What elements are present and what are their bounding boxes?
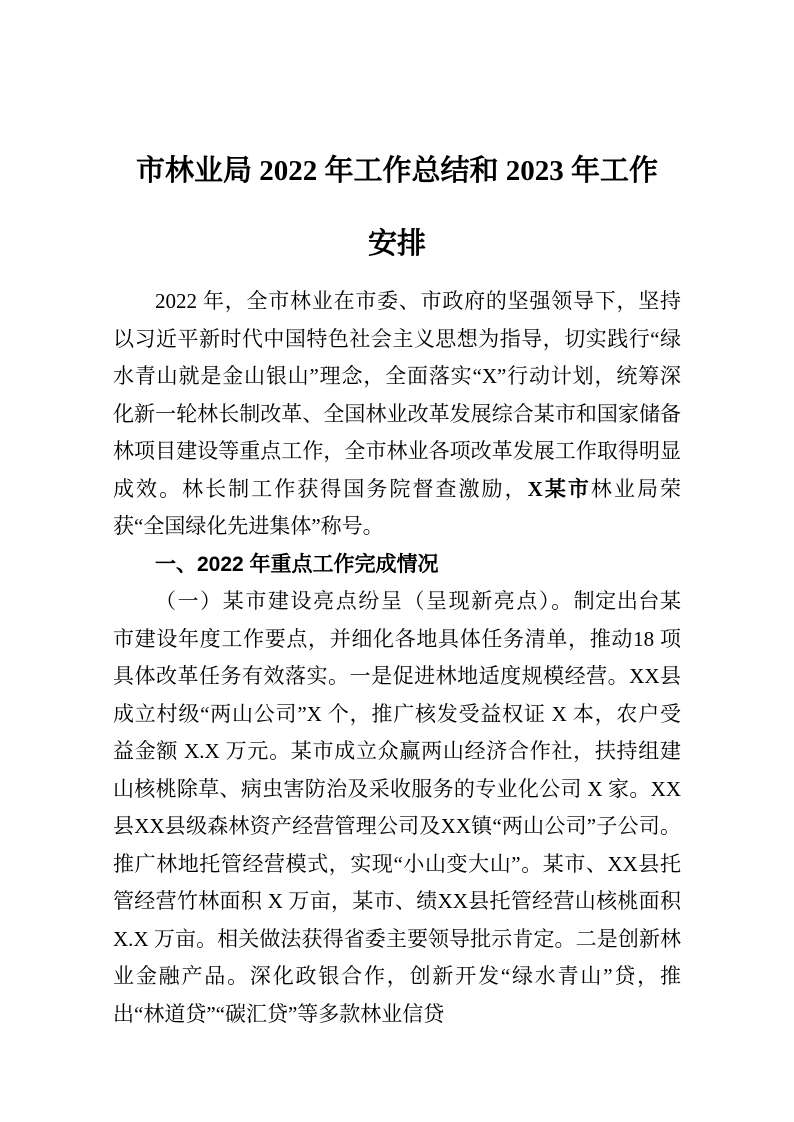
intro-paragraph-text: 2022 年，全市林业在市委、市政府的坚强领导下，坚持以习近平新时代中国特色社会主义思想为指导，切实践行“绿水青山就是金山银山”理念，全面落实“X”行动计划，统筹深化新一轮林长制改革、全国林业改革发展综合某市和国家储备林项目建设等重点工作，全市林业各项改革发展工作取得明显成效。林长制工作获得国务院督查激励， — [113, 289, 681, 501]
section-1-subheading-text: （一）某市建设亮点纷呈（呈现新亮点）。 — [155, 589, 574, 613]
section-1-body-text: 制定出台某市建设年度工作要点，并细化各地具体任务清单，推动18 项具体改革任务有效落实。一是促进林地适度规模经营。XX县成立村级“两山公司”X 个，推广核发受益权证 X 本，农户受益金额 X.X 万元。某市成立众赢两山经济合作社，扶持组建山核桃除草、病虫害防治及采收服务的专业化公司 X 家。XX县XX县级森林资产经营管理公司及XX镇“两山公司”子公司。推广林地托管经营模式，实现“小山变大山”。某市、XX县托管经营竹林面积 X 万亩，某市、绩XX县托管经营山核桃面积 X.X 万亩。相关做法获得省委主要领导批示肯定。二是创新林业金融产品。深化政银合作，创新开发“绿水青山”贷，推出“林道贷”“碳汇贷”等多款林业信贷 — [113, 589, 682, 1026]
intro-paragraph — [113, 283, 681, 546]
document-title — [113, 135, 681, 281]
intro-paragraph-bold-text: X某市 — [527, 476, 591, 501]
document-title-line-1: 市林业局 2022 年工作总结和 2023 年工作 — [135, 155, 658, 187]
intro-paragraph-text-tail: 林业局荣获“全国绿化先进集体”称号。 — [113, 476, 682, 538]
section-heading-1: 一、2022 年重点工作完成情况 — [155, 552, 439, 576]
section-1-paragraph — [113, 583, 681, 1033]
document-title-line-2: 安排 — [367, 228, 426, 260]
